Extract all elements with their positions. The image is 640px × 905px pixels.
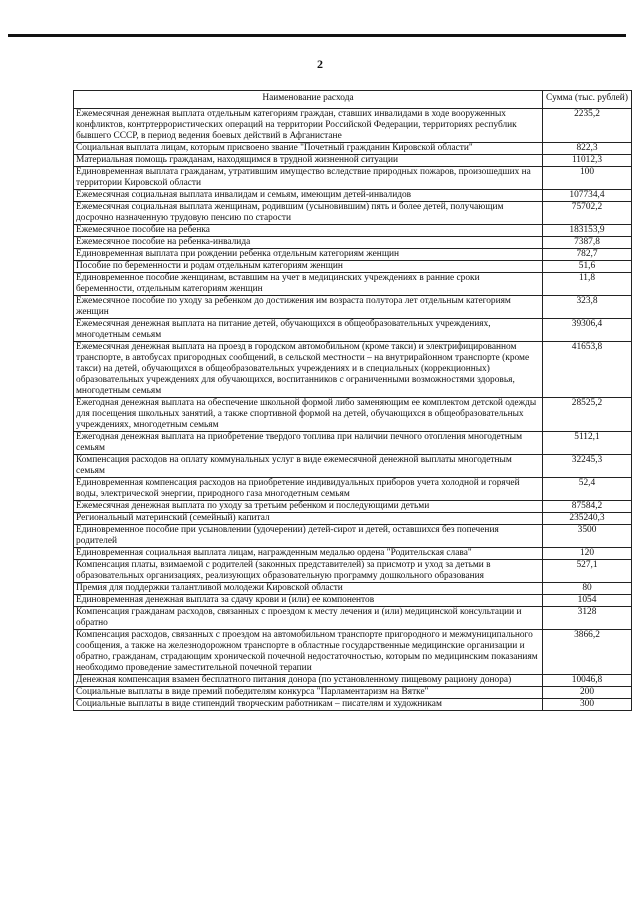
expense-name-cell: Единовременная выплата гражданам, утратившим имущество вследствие природных пожаров, произошедших на территории Кировской области bbox=[74, 167, 543, 190]
expense-sum-cell: 107734,4 bbox=[543, 190, 632, 202]
table-row bbox=[74, 143, 632, 155]
expense-name-cell: Единовременная выплата при рождении ребенка отдельным категориям женщин bbox=[74, 249, 543, 261]
expense-sum-cell: 183153,9 bbox=[543, 225, 632, 237]
expense-sum-cell: 235240,3 bbox=[543, 513, 632, 525]
expense-sum-cell: 3866,2 bbox=[543, 630, 632, 675]
expense-name-cell: Ежемесячная денежная выплата отдельным категориям граждан, ставших инвалидами в ходе вооруженных конфликтов, контртеррористических операций на территории Российской Федерации, территориях республик бывшего СССР, в период ведения боевых действий в Афганистане bbox=[74, 109, 543, 143]
expense-sum-cell: 100 bbox=[543, 167, 632, 190]
expense-name-cell: Компенсация платы, взимаемой с родителей (законных представителей) за присмотр и уход за детьми в образовательных организациях, реализующих образовательную программу дошкольного образования bbox=[74, 560, 543, 583]
table-row bbox=[74, 560, 632, 583]
expense-sum-cell: 7387,8 bbox=[543, 237, 632, 249]
expense-name-cell: Ежемесячная социальная выплата женщинам, родившим (усыновившим) пять и более детей, получающим досрочно назначенную трудовую пенсию по старости bbox=[74, 202, 543, 225]
expense-name-cell: Денежная компенсация взамен бесплатного питания донора (по установленному пищевому рациону донора) bbox=[74, 675, 543, 687]
expense-sum-cell: 28525,2 bbox=[543, 398, 632, 432]
table-row bbox=[74, 261, 632, 273]
expense-sum-cell: 5112,1 bbox=[543, 432, 632, 455]
table-row bbox=[74, 432, 632, 455]
expense-sum-cell: 1054 bbox=[543, 595, 632, 607]
expense-sum-cell: 300 bbox=[543, 699, 632, 711]
table-row bbox=[74, 595, 632, 607]
expense-name-cell: Пособие по беременности и родам отдельным категориям женщин bbox=[74, 261, 543, 273]
expense-name-cell: Ежегодная денежная выплата на приобретение твердого топлива при наличии печного отопления многодетным семьям bbox=[74, 432, 543, 455]
expense-sum-cell: 822,3 bbox=[543, 143, 632, 155]
expense-name-cell: Компенсация расходов на оплату коммунальных услуг в виде ежемесячной денежной выплаты многодетным семьям bbox=[74, 455, 543, 478]
table-row bbox=[74, 202, 632, 225]
expense-sum-cell: 80 bbox=[543, 583, 632, 595]
expense-sum-cell: 3500 bbox=[543, 525, 632, 548]
expense-name-cell: Социальные выплаты в виде стипендий творческим работникам – писателям и художникам bbox=[74, 699, 543, 711]
expense-sum-cell: 527,1 bbox=[543, 560, 632, 583]
expense-sum-cell: 11012,3 bbox=[543, 155, 632, 167]
expense-sum-cell: 75702,2 bbox=[543, 202, 632, 225]
table-row bbox=[74, 501, 632, 513]
table-row bbox=[74, 109, 632, 143]
table-row bbox=[74, 607, 632, 630]
column-header-sum: Сумма (тыс. рублей) bbox=[543, 91, 632, 109]
expense-name-cell: Компенсация расходов, связанных с проездом на автомобильном транспорте пригородного и межмуниципального сообщения, а также на железнодорожном транспорте в областные государственные медицинские организации и обратно, гражданам, страдающим хронической почечной недостаточностью, которым по медицинским показаниям необходимо проведение заместительной почечной терапии bbox=[74, 630, 543, 675]
table-row bbox=[74, 478, 632, 501]
expense-sum-cell: 3128 bbox=[543, 607, 632, 630]
expense-sum-cell: 32245,3 bbox=[543, 455, 632, 478]
expense-sum-cell: 323,8 bbox=[543, 296, 632, 319]
table-row bbox=[74, 190, 632, 202]
expense-sum-cell: 39306,4 bbox=[543, 319, 632, 342]
expense-name-cell: Региональный материнский (семейный) капитал bbox=[74, 513, 543, 525]
table-row bbox=[74, 225, 632, 237]
table-row bbox=[74, 155, 632, 167]
expense-name-cell: Ежемесячная социальная выплата инвалидам и семьям, имеющим детей-инвалидов bbox=[74, 190, 543, 202]
expense-name-cell: Компенсация гражданам расходов, связанных с проездом к месту лечения и (или) медицинской консультации и обратно bbox=[74, 607, 543, 630]
expense-name-cell: Материальная помощь гражданам, находящимся в трудной жизненной ситуации bbox=[74, 155, 543, 167]
table-row bbox=[74, 513, 632, 525]
table-row bbox=[74, 583, 632, 595]
expense-sum-cell: 11,8 bbox=[543, 273, 632, 296]
table-row bbox=[74, 699, 632, 711]
table-row bbox=[74, 319, 632, 342]
table-row bbox=[74, 249, 632, 261]
top-rule bbox=[8, 34, 626, 37]
table-row bbox=[74, 630, 632, 675]
expense-sum-cell: 87584,2 bbox=[543, 501, 632, 513]
expense-name-cell: Премия для поддержки талантливой молодежи Кировской области bbox=[74, 583, 543, 595]
table-row bbox=[74, 342, 632, 398]
expense-sum-cell: 52,4 bbox=[543, 478, 632, 501]
expense-name-cell: Ежемесячное пособие по уходу за ребенком до достижения им возраста полутора лет отдельным категориям женщин bbox=[74, 296, 543, 319]
table-row bbox=[74, 237, 632, 249]
expenses-table bbox=[73, 90, 632, 711]
expense-name-cell: Единовременная денежная выплата за сдачу крови и (или) ее компонентов bbox=[74, 595, 543, 607]
table-row bbox=[74, 167, 632, 190]
table-row bbox=[74, 525, 632, 548]
table-row bbox=[74, 675, 632, 687]
expense-name-cell: Единовременная социальная выплата лицам, награжденным медалью ордена "Родительская слава" bbox=[74, 548, 543, 560]
expense-name-cell: Единовременная компенсация расходов на приобретение индивидуальных приборов учета холодной и горячей воды, электрической энергии, природного газа многодетным семьям bbox=[74, 478, 543, 501]
expense-sum-cell: 120 bbox=[543, 548, 632, 560]
expense-name-cell: Ежемесячная денежная выплата на питание детей, обучающихся в общеобразовательных учреждениях, многодетным семьям bbox=[74, 319, 543, 342]
expense-name-cell: Ежемесячная денежная выплата на проезд в городском автомобильном (кроме такси) и электрифицированном транспорте, в автобусах пригородных сообщений, в сельской местности – на внутрирайонном транспорте (кроме такси) на детей, обучающихся в общеобразовательных учреждениях и в специальных (коррекционных) образовательных учреждениях для обучающихся, воспитанников с ограниченными возможностями здоровья, многодетным семьям bbox=[74, 342, 543, 398]
expense-name-cell: Социальные выплаты в виде премий победителям конкурса "Парламентаризм на Вятке" bbox=[74, 687, 543, 699]
table-row bbox=[74, 273, 632, 296]
expense-name-cell: Социальная выплата лицам, которым присвоено звание "Почетный гражданин Кировской области" bbox=[74, 143, 543, 155]
expense-name-cell: Ежемесячная денежная выплата по уходу за третьим ребенком и последующими детьми bbox=[74, 501, 543, 513]
expense-name-cell: Ежемесячное пособие на ребенка-инвалида bbox=[74, 237, 543, 249]
expense-name-cell: Единовременное пособие при усыновлении (удочерении) детей-сирот и детей, оставшихся без попечения родителей bbox=[74, 525, 543, 548]
table-row bbox=[74, 548, 632, 560]
expense-name-cell: Ежегодная денежная выплата на обеспечение школьной формой либо заменяющим ее комплектом детской одежды для посещения школьных занятий, а также спортивной формой на детей, обучающихся в общеобразовательных учреждениях, многодетным семьям bbox=[74, 398, 543, 432]
column-header-name: Наименование расхода bbox=[74, 91, 543, 109]
expense-sum-cell: 10046,8 bbox=[543, 675, 632, 687]
table-row bbox=[74, 296, 632, 319]
table-header-row bbox=[74, 91, 632, 109]
expense-sum-cell: 782,7 bbox=[543, 249, 632, 261]
table-row bbox=[74, 687, 632, 699]
page-number: 2 bbox=[317, 57, 323, 71]
expense-sum-cell: 200 bbox=[543, 687, 632, 699]
expense-name-cell: Единовременное пособие женщинам, вставшим на учет в медицинских учреждениях в ранние сроки беременности, отдельным категориям женщин bbox=[74, 273, 543, 296]
table-row bbox=[74, 455, 632, 478]
expense-sum-cell: 2235,2 bbox=[543, 109, 632, 143]
expense-sum-cell: 41653,8 bbox=[543, 342, 632, 398]
table-body bbox=[74, 109, 632, 711]
table-row bbox=[74, 398, 632, 432]
expense-sum-cell: 51,6 bbox=[543, 261, 632, 273]
expense-name-cell: Ежемесячное пособие на ребенка bbox=[74, 225, 543, 237]
